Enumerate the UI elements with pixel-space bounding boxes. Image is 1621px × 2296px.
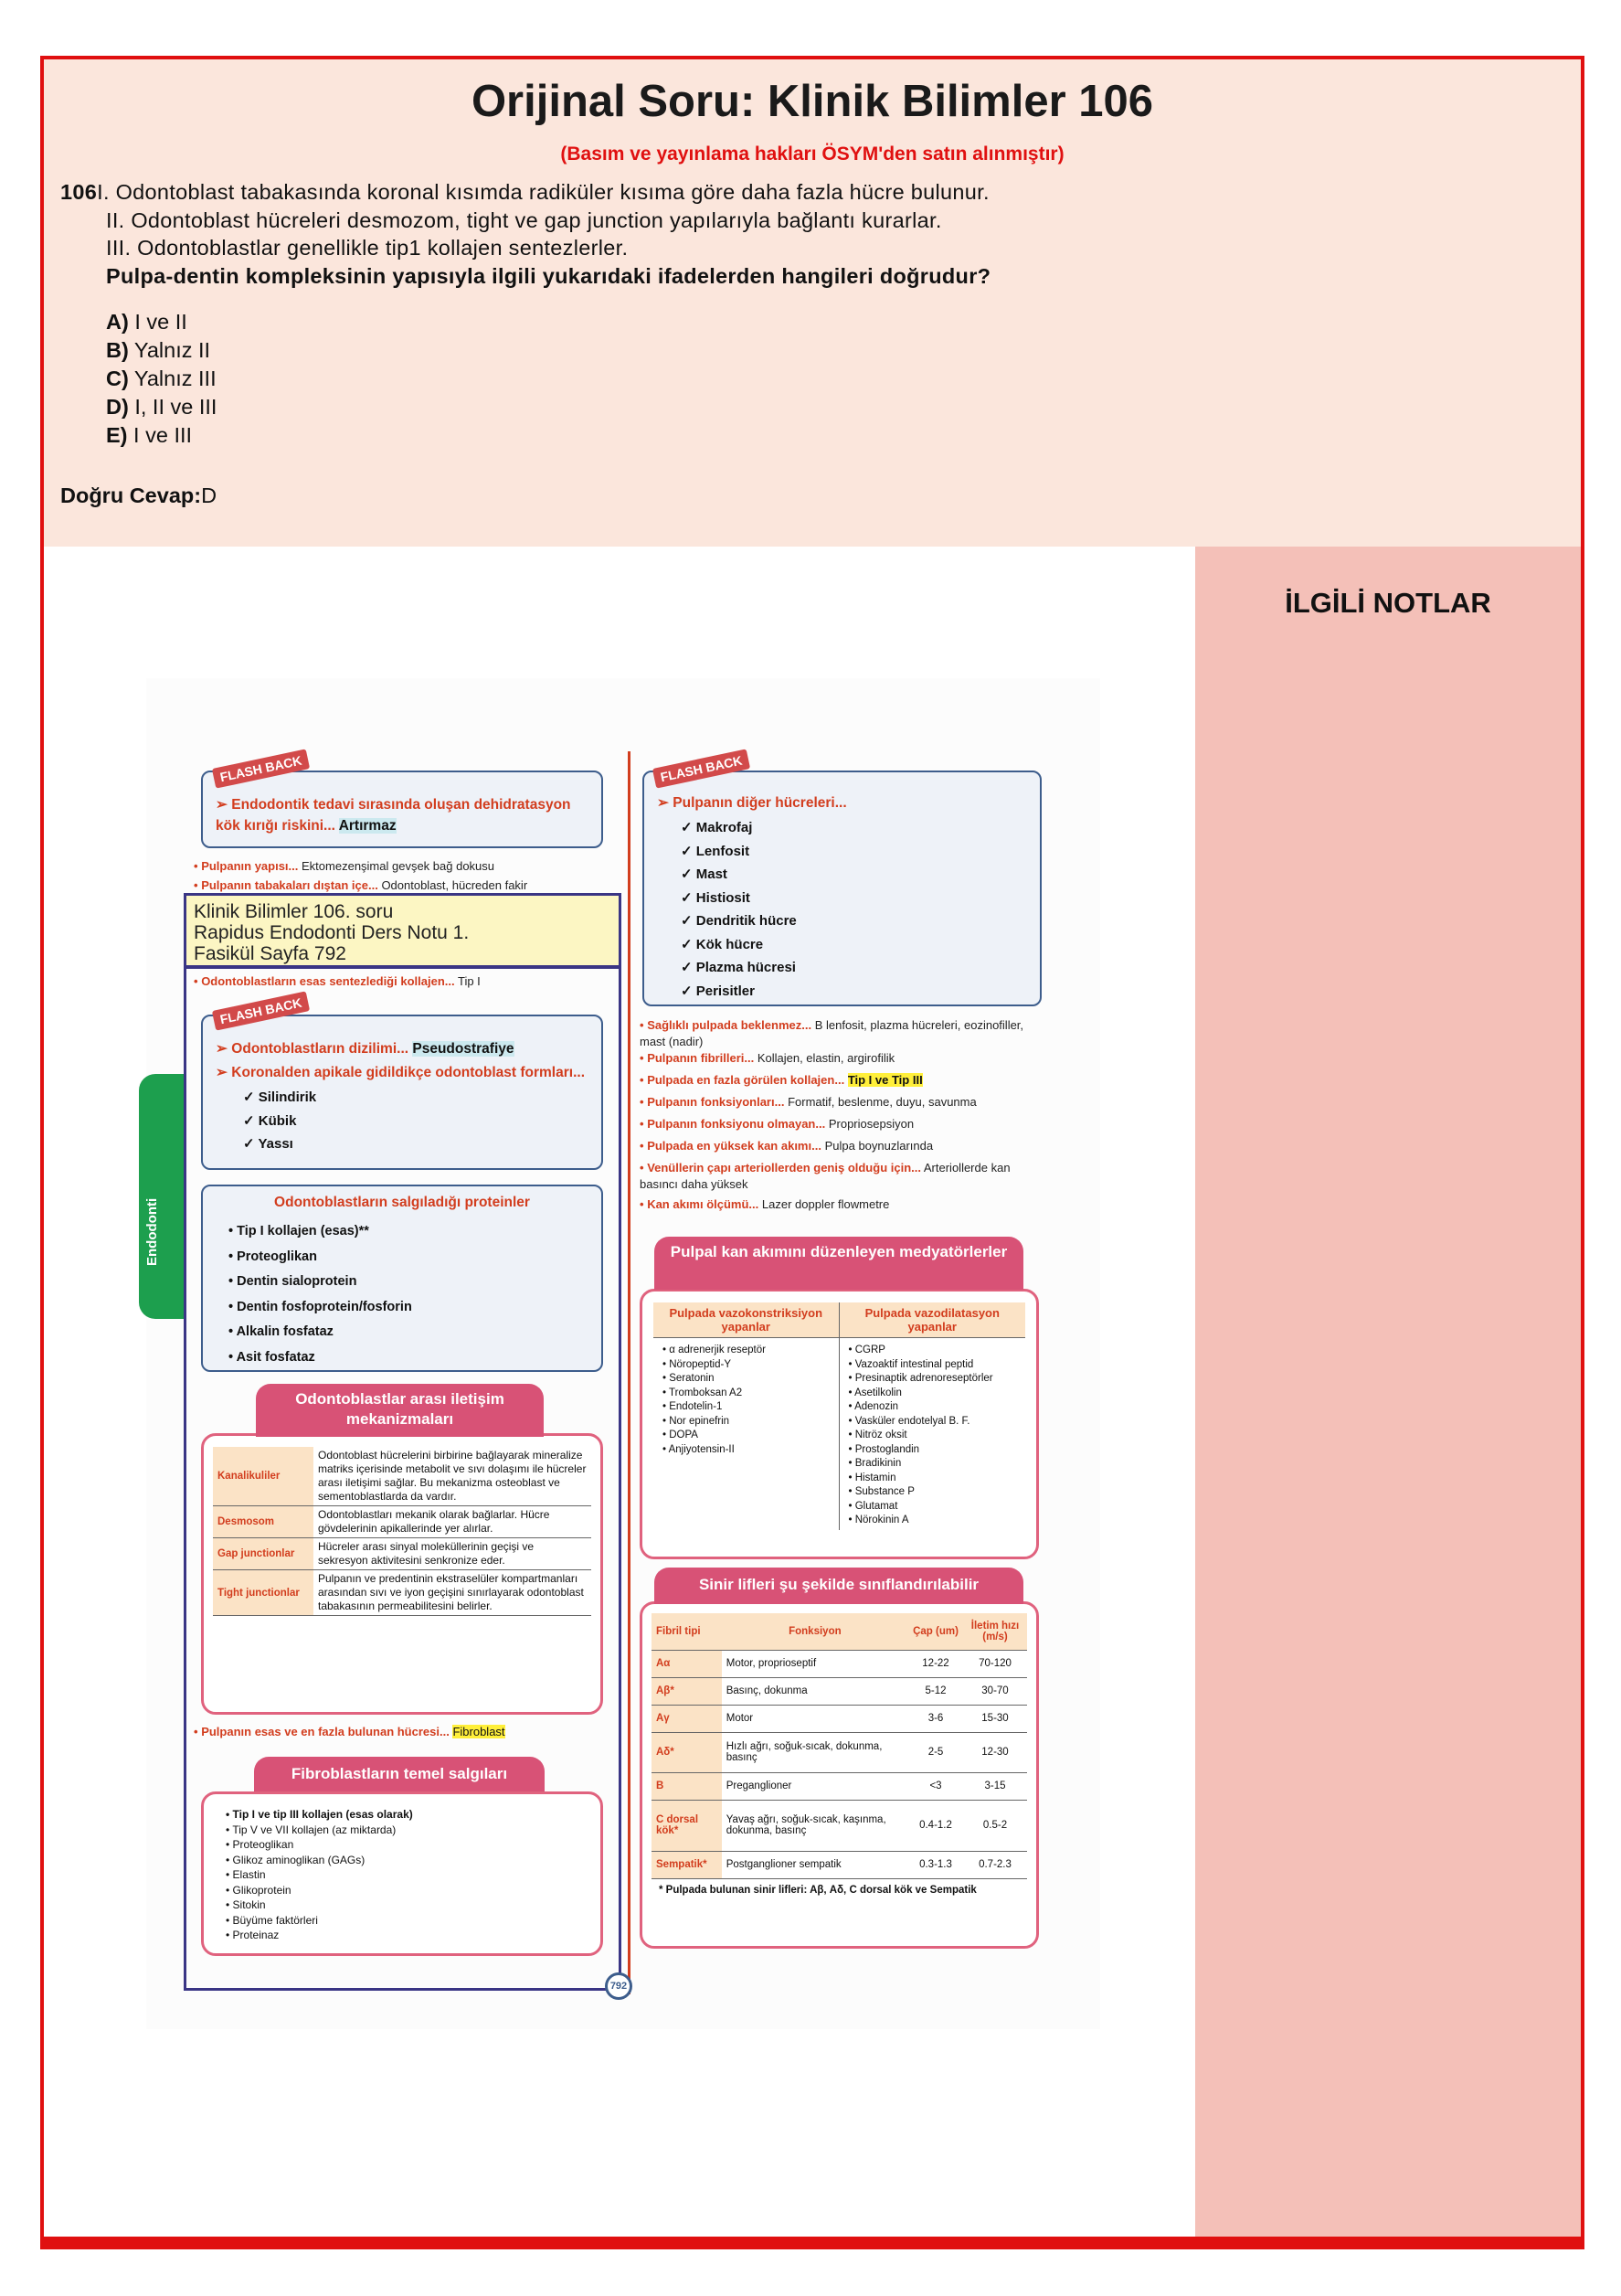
- fact-key: Venüllerin çapı arteriollerden geniş olduğu için...: [647, 1161, 921, 1175]
- table-row: [652, 1800, 1027, 1851]
- mediator-item: • Nörokinin A: [848, 1515, 909, 1525]
- mediators-header: [653, 1302, 1025, 1338]
- fact-value: B lenfosit, plazma hücreleri, eozinofiller, mast (nadir): [640, 1018, 1024, 1048]
- option-text: Yalnız III: [133, 367, 217, 390]
- bullet-value: Odontoblast, hücreden fakir: [381, 878, 528, 892]
- protein-text: Tip I kollajen (esas)**: [237, 1224, 369, 1238]
- table-cell: Odontoblastları mekanik olarak bağlarlar. Hücre gövdelerinin apikallerinde yer alırlar.: [313, 1506, 591, 1538]
- bottom-bar: [40, 2237, 1584, 2249]
- mediator-text: Vasküler endotelyal B. F.: [854, 1415, 970, 1427]
- mediator-text: Nitröz oksit: [854, 1430, 907, 1440]
- communication-title: Odontoblastlar arası iletişim mekanizmaları: [256, 1384, 544, 1437]
- table-cell: Aγ: [652, 1705, 722, 1732]
- fib-item: • Elastin: [226, 1868, 266, 1881]
- option-a[interactable]: [106, 308, 217, 336]
- fb2-answer-1: Pseudostrafiye: [412, 1041, 514, 1057]
- fact-key: Pulpanın fonksiyonları...: [647, 1095, 785, 1109]
- fact-item: • Pulpanın fibrilleri... Kollajen, elastin, argirofilik: [640, 1051, 895, 1065]
- fibroblast-title: Fibroblastların temel salgıları: [254, 1757, 545, 1791]
- mediator-text: CGRP: [854, 1345, 885, 1355]
- table-header: Fibril tipi: [652, 1613, 722, 1650]
- option-key: B): [106, 338, 129, 362]
- communication-table: [213, 1447, 591, 1616]
- form-list: [243, 1086, 316, 1156]
- table-cell: B: [652, 1772, 722, 1800]
- mediator-item: • Asetilkolin: [848, 1387, 902, 1398]
- option-b[interactable]: [106, 336, 217, 365]
- cell-text: Lenfosit: [695, 843, 750, 859]
- option-c[interactable]: [106, 365, 217, 393]
- form-item-text: Silindirik: [258, 1090, 317, 1105]
- cell-list: [681, 816, 797, 1003]
- mediator-text: Asetilkolin: [854, 1387, 902, 1398]
- fact-item: • Venüllerin çapı arteriollerden geniş olduğu için... Arteriollerde kan basıncı daha yüksek: [640, 1161, 1011, 1191]
- proteins-box: [201, 1185, 603, 1372]
- option-text: Yalnız II: [133, 338, 211, 362]
- table-cell: 3-15: [963, 1772, 1027, 1800]
- table-cell: 0.5-2: [963, 1800, 1027, 1851]
- fib-text: Sitokin: [232, 1898, 266, 1911]
- mediator-text: Nor epinefrin: [669, 1415, 730, 1427]
- table-row: [213, 1506, 591, 1538]
- mediator-item: • Bradikinin: [848, 1458, 902, 1469]
- fact-value: Propriosepsiyon: [828, 1117, 915, 1131]
- fb1-question: Endodontik tedavi sırasında oluşan dehidratasyon kök kırığı riskini...: [216, 797, 571, 834]
- mediator-text: DOPA: [669, 1430, 698, 1440]
- cell-item: ✓ Mast: [681, 866, 727, 882]
- fact-value: Lazer doppler flowmetre: [761, 1197, 890, 1211]
- table-cell: Postganglioner sempatik: [722, 1851, 908, 1878]
- table-cell: 70-120: [963, 1650, 1027, 1677]
- mediator-text: Nörokinin A: [854, 1515, 909, 1525]
- side-tab-label: Endodonti: [144, 1197, 160, 1266]
- table-row: [213, 1570, 591, 1616]
- fib-text: Büyüme faktörleri: [232, 1913, 318, 1927]
- table-cell: Preganglioner: [722, 1772, 908, 1800]
- source-line-3: Fasikül Sayfa 792: [194, 943, 346, 964]
- vasodilation-header: Pulpada vazodilatasyon yapanlar: [864, 1306, 1000, 1334]
- fib-item: • Proteinaz: [226, 1929, 280, 1941]
- fb2-question-2: Koronalden apikale gidildikçe odontoblast formları...: [231, 1065, 585, 1080]
- fib-text: Tip V ve VII kollajen (az miktarda): [232, 1823, 397, 1836]
- cell-item: ✓ Dendritik hücre: [681, 913, 797, 929]
- fb1-answer: Artırmaz: [338, 818, 397, 834]
- fb2-line-1: ➢ Odontoblastların dizilimi... Pseudostrafiye: [216, 1041, 514, 1057]
- fact-value: Kollajen, elastin, argirofilik: [757, 1051, 895, 1065]
- table-cell: Odontoblast hücrelerini birbirine bağlayarak mineralize matriks içerisinde metabolit ve sıvı dolaşımı ile hücreler arası iletişimi sağlar. Bu mekanizma osteoblast ve sementoblastlarda da vardır.: [313, 1447, 591, 1506]
- form-item-text: Kübik: [258, 1112, 297, 1129]
- bullet-value: Tip I: [457, 974, 481, 988]
- source-line-2: Rapidus Endodonti Ders Notu 1.: [194, 922, 470, 943]
- mediator-text: Substance P: [854, 1486, 915, 1497]
- mediator-item: • Endotelin-1: [662, 1401, 723, 1412]
- mediators-box: [640, 1289, 1039, 1559]
- notes-title: İLGİLİ NOTLAR: [1285, 587, 1491, 619]
- copyright-note: (Basım ve yayınlama hakları ÖSYM'den satın alınmıştır): [560, 144, 1065, 165]
- fib-item: • Proteoglikan: [226, 1838, 294, 1851]
- form-item: ✓ Silindirik: [243, 1090, 317, 1105]
- protein-text: Dentin fosfoprotein/fosforin: [237, 1299, 412, 1314]
- protein-text: Dentin sialoprotein: [237, 1274, 357, 1289]
- mediators-title: Pulpal kan akımını düzenleyen medyatörlerler: [654, 1237, 1023, 1290]
- table-cell: Aα: [652, 1650, 722, 1677]
- cell-text: Kök hücre: [695, 936, 764, 952]
- fibroblast-box: [201, 1791, 603, 1956]
- form-item: ✓ Yassı: [243, 1136, 293, 1152]
- table-header: İletim hızı (m/s): [963, 1613, 1027, 1650]
- fib-item: • Sitokin: [226, 1898, 266, 1911]
- table-cell: 5-12: [908, 1677, 963, 1705]
- table-cell: Motor: [722, 1705, 908, 1732]
- bullet-key: Odontoblastların esas sentezlediği kollajen...: [201, 974, 455, 988]
- table-cell: Pulpanın ve predentinin ekstraselüler kompartmanları arasından sıvı ve iyon geçişini sınırlayarak odontoblast tabakasının permeabilitesini belirler.: [313, 1570, 591, 1616]
- fact-item: • Pulpanın fonksiyonları... Formatif, beslenme, duyu, savunma: [640, 1095, 977, 1109]
- table-cell: C dorsal kök*: [652, 1800, 722, 1851]
- mediator-item: • Nor epinefrin: [662, 1415, 730, 1427]
- question-prompt: Pulpa-dentin kompleksinin yapısıyla ilgili yukarıdaki ifadelerden hangileri doğrudur?: [106, 263, 991, 288]
- option-text: I, II ve III: [134, 395, 217, 419]
- nerve-fibers-box: [640, 1601, 1039, 1949]
- cell-item: ✓ Perisitler: [681, 983, 755, 999]
- protein-item: • Asit fosfataz: [228, 1349, 315, 1365]
- fact-item: • Pulpada en fazla görülen kollajen... Tip I ve Tip III: [640, 1073, 923, 1087]
- statement-2: II. Odontoblast hücreleri desmozom, tight ve gap junction yapılarıyla bağlantı kurarlar.: [106, 207, 942, 232]
- table-cell: 3-6: [908, 1705, 963, 1732]
- fact-value: Formatif, beslenme, duyu, savunma: [788, 1095, 977, 1109]
- mediator-item: • Vazoaktif intestinal peptid: [848, 1358, 974, 1370]
- mediator-item: • Tromboksan A2: [662, 1387, 743, 1398]
- protein-text: Proteoglikan: [237, 1249, 317, 1264]
- mediator-item: • Glutamat: [848, 1500, 898, 1512]
- flash-back-badge: FLASH BACK: [652, 749, 750, 788]
- table-cell: Aβ*: [652, 1677, 722, 1705]
- table-row: [652, 1677, 1027, 1705]
- table-cell: 12-30: [963, 1732, 1027, 1772]
- mediators-body: [653, 1338, 1025, 1534]
- table-cell: Motor, proprioseptif: [722, 1650, 908, 1677]
- vasoconstriction-list: [653, 1338, 840, 1530]
- table-row: [652, 1732, 1027, 1772]
- table-row: [213, 1447, 591, 1506]
- correct-answer: [60, 484, 217, 508]
- proteins-list: [228, 1219, 412, 1370]
- table-header-row: [652, 1613, 1027, 1650]
- fib-text: Proteoglikan: [232, 1838, 294, 1851]
- fb3-question: ➢ Pulpanın diğer hücreleri...: [657, 795, 847, 811]
- table-cell: 0.3-1.3: [908, 1851, 963, 1878]
- mediator-item: • DOPA: [662, 1430, 698, 1440]
- table-cell: 30-70: [963, 1677, 1027, 1705]
- mediator-item: • Prostoglandin: [848, 1443, 920, 1455]
- flashback-1-text: ➢ Endodontik tedavi sırasında oluşan dehidratasyon kök kırığı riskini... Artırmaz: [216, 797, 571, 834]
- table-cell: 0.7-2.3: [963, 1851, 1027, 1878]
- flashback-box-1: [201, 771, 603, 848]
- fact-item: • Pulpanın fonksiyonu olmayan... Propriosepsiyon: [640, 1117, 915, 1131]
- cell-text: Perisitler: [695, 983, 755, 999]
- table-cell: Hızlı ağrı, soğuk-sıcak, dokunma, basınç: [722, 1732, 908, 1772]
- option-d[interactable]: [106, 393, 217, 421]
- cell-item: ✓ Lenfosit: [681, 843, 750, 859]
- option-key: D): [106, 395, 129, 419]
- option-key: A): [106, 310, 129, 334]
- table-cell: Hücreler arası sinyal moleküllerinin geçişi ve sekresyon aktivitesini senkronize eder.: [313, 1538, 591, 1570]
- statement-3: III. Odontoblastlar genellikle tip1 kollajen sentezlerler.: [106, 236, 629, 260]
- table-cell: Yavaş ağrı, soğuk-sıcak, kaşınma, dokunma, basınç: [722, 1800, 908, 1851]
- option-text: I ve II: [134, 310, 187, 334]
- flashback-box-2: [201, 1015, 603, 1170]
- table-row: [652, 1705, 1027, 1732]
- table-header: Fonksiyon: [722, 1613, 908, 1650]
- mediator-item: • Vasküler endotelyal B. F.: [848, 1415, 970, 1427]
- protein-item: • Proteoglikan: [228, 1249, 317, 1264]
- fib-item: • Tip V ve VII kollajen (az miktarda): [226, 1823, 397, 1836]
- vasoconstriction-header: Pulpada vazokonstriksiyon yapanlar: [653, 1302, 840, 1337]
- fibroblast-list: [226, 1807, 578, 1943]
- bullet-pulpa-tabakalari: • Pulpanın tabakaları dıştan içe... Odontoblast, hücreden fakir: [194, 878, 528, 892]
- option-key: C): [106, 367, 129, 390]
- fib-text: Proteinaz: [232, 1929, 280, 1941]
- fb3-question-text: Pulpanın diğer hücreleri...: [673, 795, 847, 811]
- nerve-fibers-table: [652, 1613, 1027, 1879]
- fact-key: Pulpada en yüksek kan akımı...: [647, 1139, 821, 1153]
- mediator-text: Prostoglandin: [854, 1443, 920, 1455]
- page-number: 792: [605, 1972, 632, 2000]
- answer-value: D: [201, 484, 217, 507]
- mediator-item: • Nitröz oksit: [848, 1430, 907, 1440]
- table-cell: 15-30: [963, 1705, 1027, 1732]
- flash-back-badge: FLASH BACK: [212, 749, 310, 788]
- mediator-text: Presinaptik adrenoreseptörler: [854, 1373, 993, 1384]
- fib-text: Glikoprotein: [232, 1883, 291, 1897]
- fact-item: • Pulpada en yüksek kan akımı... Pulpa boynuzlarında: [640, 1139, 934, 1153]
- question-text: [60, 178, 991, 290]
- options-list: [106, 308, 217, 450]
- mediator-text: Bradikinin: [854, 1458, 902, 1469]
- cell-item: ✓ Histiosit: [681, 889, 750, 906]
- fact-key: Pulpanın fonksiyonu olmayan...: [647, 1117, 826, 1131]
- mediator-text: Vazoaktif intestinal peptid: [854, 1358, 974, 1370]
- table-cell: Kanalikuliler: [213, 1447, 313, 1506]
- protein-item: • Tip I kollajen (esas)**: [228, 1224, 369, 1238]
- mediator-text: α adrenerjik reseptör: [669, 1345, 766, 1355]
- table-row: [652, 1851, 1027, 1878]
- bullet-esas-hucre: • Pulpanın esas ve en fazla bulunan hücresi... Fibroblast: [194, 1725, 505, 1738]
- notes-panel: [1195, 547, 1581, 2237]
- fact-value: Arteriollerde kan basıncı daha yüksek: [640, 1161, 1011, 1191]
- mediator-text: Seratonin: [669, 1373, 715, 1384]
- cell-text: Makrofaj: [695, 820, 753, 835]
- table-cell: <3: [908, 1772, 963, 1800]
- mediator-text: Endotelin-1: [669, 1401, 723, 1412]
- nerve-fibers-title: Sinir lifleri şu şekilde sınıflandırılabilir: [654, 1568, 1023, 1604]
- nerve-table-footnote: * Pulpada bulunan sinir lifleri: Aβ, Aδ, C dorsal kök ve Sempatik: [659, 1884, 977, 1896]
- table-cell: 2-5: [908, 1732, 963, 1772]
- table-cell: Tight junctionlar: [213, 1570, 313, 1616]
- mediator-text: Adenozin: [854, 1401, 899, 1412]
- mediator-item: • Seratonin: [662, 1373, 715, 1384]
- bullet-key: Pulpanın yapısı...: [201, 859, 299, 873]
- vasodilation-list: [840, 1338, 1026, 1534]
- fib-text: Glikoz aminoglikan (GAGs): [232, 1853, 366, 1866]
- mediator-text: Nöropeptid-Y: [669, 1358, 731, 1370]
- communication-box: [201, 1433, 603, 1715]
- proteins-title: Odontoblastların salgıladığı proteinler: [274, 1195, 530, 1210]
- mediator-text: Glutamat: [854, 1500, 898, 1512]
- bullet-esas-kollajen: • Odontoblastların esas sentezlediği kollajen... Tip I: [194, 974, 481, 988]
- protein-text: Asit fosfataz: [236, 1349, 315, 1365]
- mediator-item: • Anjiyotensin-II: [662, 1443, 735, 1455]
- mediator-text: Tromboksan A2: [669, 1387, 743, 1398]
- protein-text: Alkalin fosfataz: [236, 1324, 334, 1339]
- fact-value: Tip I ve Tip III: [847, 1073, 923, 1087]
- fact-key: Pulpanın fibrilleri...: [647, 1051, 755, 1065]
- table-cell: 0.4-1.2: [908, 1800, 963, 1851]
- question-number: 106: [60, 180, 98, 204]
- mediator-item: • Nöropeptid-Y: [662, 1358, 731, 1370]
- form-item: ✓ Kübik: [243, 1112, 297, 1129]
- fib-text: Tip I ve tip III kollajen (esas olarak): [232, 1808, 413, 1821]
- fib-item: • Glikoz aminoglikan (GAGs): [226, 1853, 366, 1866]
- side-tab: [139, 1074, 185, 1319]
- table-header: Çap (um): [908, 1613, 963, 1650]
- bullet-pulpa-yapisi: • Pulpanın yapısı... Ektomezenşimal gevşek bağ dokusu: [194, 859, 495, 873]
- mediator-item: • CGRP: [848, 1345, 885, 1355]
- protein-item: • Dentin sialoprotein: [228, 1274, 357, 1289]
- table-row: [652, 1772, 1027, 1800]
- fact-key: Pulpada en fazla görülen kollajen...: [647, 1073, 845, 1087]
- table-cell: Gap junctionlar: [213, 1538, 313, 1570]
- fact-key: Kan akımı ölçümü...: [647, 1197, 759, 1211]
- flashback-box-3: [642, 771, 1042, 1006]
- fact-item: • Kan akımı ölçümü... Lazer doppler flowmetre: [640, 1197, 890, 1211]
- flash-back-badge: FLASH BACK: [212, 991, 310, 1030]
- mediator-item: • Histamin: [848, 1472, 896, 1483]
- bullet-key: Pulpanın esas ve en fazla bulunan hücresi...: [201, 1725, 450, 1738]
- option-text: I ve III: [133, 423, 193, 447]
- table-cell: Desmosom: [213, 1506, 313, 1538]
- mediator-item: • α adrenerjik reseptör: [662, 1345, 766, 1355]
- fib-item: • Glikoprotein: [226, 1883, 291, 1897]
- fib-text: Elastin: [232, 1868, 266, 1881]
- fact-key: Sağlıklı pulpada beklenmez...: [647, 1018, 812, 1032]
- table-cell: Sempatik*: [652, 1851, 722, 1878]
- fb2-question-1: Odontoblastların dizilimi...: [231, 1041, 409, 1057]
- mediator-text: Histamin: [854, 1472, 896, 1483]
- table-cell: Aδ*: [652, 1732, 722, 1772]
- table-cell: 12-22: [908, 1650, 963, 1677]
- table-row: [213, 1538, 591, 1570]
- facts-list: [640, 1017, 1046, 1213]
- cell-text: Mast: [695, 866, 727, 882]
- fib-item: • Büyüme faktörleri: [226, 1913, 318, 1927]
- cell-text: Histiosit: [695, 889, 750, 906]
- cell-item: ✓ Kök hücre: [681, 936, 764, 952]
- protein-item: • Alkalin fosfataz: [228, 1324, 334, 1339]
- source-reference-box: [184, 893, 621, 968]
- question-section: [44, 59, 1581, 547]
- answer-label: Doğru Cevap:: [60, 484, 202, 507]
- bullet-value: Ektomezenşimal gevşek bağ dokusu: [302, 859, 495, 873]
- bullet-value: Fibroblast: [452, 1725, 505, 1738]
- protein-item: • Dentin fosfoprotein/fosforin: [228, 1299, 412, 1314]
- page-title: Orijinal Soru: Klinik Bilimler 106: [471, 77, 1154, 126]
- mediator-item: • Substance P: [848, 1486, 915, 1497]
- cell-text: Dendritik hücre: [695, 913, 797, 929]
- column-divider: [628, 751, 630, 1994]
- bullet-key: Pulpanın tabakaları dıştan içe...: [201, 878, 378, 892]
- mediator-text: Anjiyotensin-II: [668, 1443, 735, 1455]
- mediator-item: • Adenozin: [848, 1401, 899, 1412]
- fact-value: Pulpa boynuzlarında: [824, 1139, 934, 1153]
- fb2-line-2: ➢ Koronalden apikale gidildikçe odontoblast formları...: [216, 1065, 585, 1080]
- fib-item: • Tip I ve tip III kollajen (esas olarak): [226, 1808, 413, 1821]
- statement-1: I. Odontoblast tabakasında koronal kısımda radiküler kısıma göre daha fazla hücre bulunur.: [97, 180, 990, 204]
- option-e[interactable]: [106, 421, 217, 450]
- cell-text: Plazma hücresi: [695, 960, 796, 975]
- option-key: E): [106, 423, 128, 447]
- fact-item: • Sağlıklı pulpada beklenmez... B lenfosit, plazma hücreleri, eozinofiller, mast (nadir): [640, 1018, 1024, 1048]
- table-cell: Basınç, dokunma: [722, 1677, 908, 1705]
- table-row: [652, 1650, 1027, 1677]
- cell-item: ✓ Makrofaj: [681, 820, 753, 835]
- form-item-text: Yassı: [258, 1136, 293, 1152]
- mediator-item: • Presinaptik adrenoreseptörler: [848, 1373, 993, 1384]
- source-line-1: Klinik Bilimler 106. soru: [194, 901, 394, 922]
- cell-item: ✓ Plazma hücresi: [681, 960, 796, 975]
